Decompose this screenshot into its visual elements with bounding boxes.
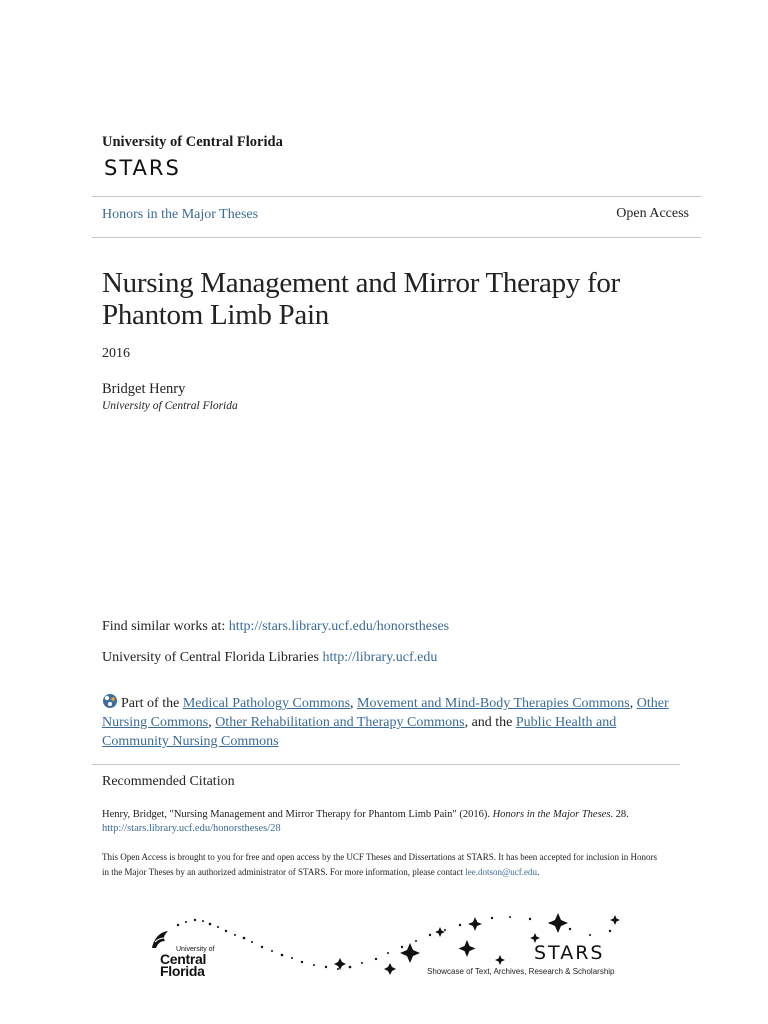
part-of-prefix: Part of the: [121, 696, 183, 711]
ucf-logo-line1: Central: [160, 951, 207, 967]
open-access-notice: [102, 850, 662, 880]
paper-year: 2016: [102, 346, 130, 361]
ucf-logo-line2: Florida: [160, 963, 205, 979]
network-icon: [102, 693, 118, 709]
libraries-label: University of Central Florida Libraries: [102, 650, 323, 665]
notice-body: This Open Access is brought to you for free and open access by the UCF Theses and Dissertations at STARS. It has been accepted for inclusion in Honors in the Major Theses by an authorized administrator of STARS. For more information, please contact: [102, 852, 657, 877]
citation-number: . 28.: [610, 809, 629, 820]
commons-link-movement-mind-body[interactable]: Movement and Mind-Body Therapies Commons: [357, 696, 630, 711]
paper-author: Bridget Henry: [102, 381, 186, 397]
separator: ,: [208, 715, 216, 730]
notice-end: .: [537, 867, 540, 877]
ucf-logo-small: University of: [176, 946, 215, 953]
similar-works-link[interactable]: http://stars.library.ucf.edu/honorstheses: [228, 619, 450, 634]
part-of-commons: [102, 693, 677, 751]
ucf-logo[interactable]: [160, 946, 215, 977]
series-link[interactable]: Honors in the Major Theses: [102, 207, 259, 222]
commons-link-other-rehabilitation[interactable]: Other Rehabilitation and Therapy Commons: [215, 715, 465, 730]
commons-link-public-health[interactable]: Public Health and Community Nursing Commons: [102, 715, 617, 749]
citation-series: Honors in the Major Theses: [492, 809, 611, 820]
similar-works: [102, 619, 449, 635]
author-affiliation: University of Central Florida: [102, 400, 238, 412]
citation-text: [102, 808, 662, 836]
similar-label: Find similar works at:: [102, 619, 229, 634]
stars-footer-logo[interactable]: STARS: [534, 942, 605, 964]
libraries-line: [102, 650, 437, 666]
citation-heading: Recommended Citation: [102, 774, 235, 789]
and-the: , and the: [464, 715, 516, 730]
commons-link-other-nursing[interactable]: Other Nursing Commons: [102, 696, 669, 730]
libraries-link[interactable]: http://library.ucf.edu: [322, 650, 438, 665]
divider-bottom: [92, 237, 701, 238]
contact-email[interactable]: lee.dotson@ucf.edu: [465, 867, 538, 877]
access-label: Open Access: [616, 206, 689, 221]
citation-url[interactable]: http://stars.library.ucf.edu/honorstheses/28: [102, 823, 281, 834]
separator: ,: [350, 696, 358, 711]
separator: ,: [629, 696, 637, 711]
stars-logo[interactable]: STARS: [104, 156, 181, 180]
stars-tagline: Showcase of Text, Archives, Research & Scholarship: [427, 967, 615, 976]
commons-link-medical-pathology[interactable]: Medical Pathology Commons: [182, 696, 351, 711]
paper-title: Nursing Management and Mirror Therapy for Phantom Limb Pain: [102, 267, 620, 331]
citation-body: Henry, Bridget, "Nursing Management and Mirror Therapy for Phantom Limb Pain" (2016).: [102, 809, 493, 820]
divider-top: [92, 196, 701, 197]
citation-divider: [92, 764, 680, 765]
institution-name: University of Central Florida: [102, 134, 283, 150]
